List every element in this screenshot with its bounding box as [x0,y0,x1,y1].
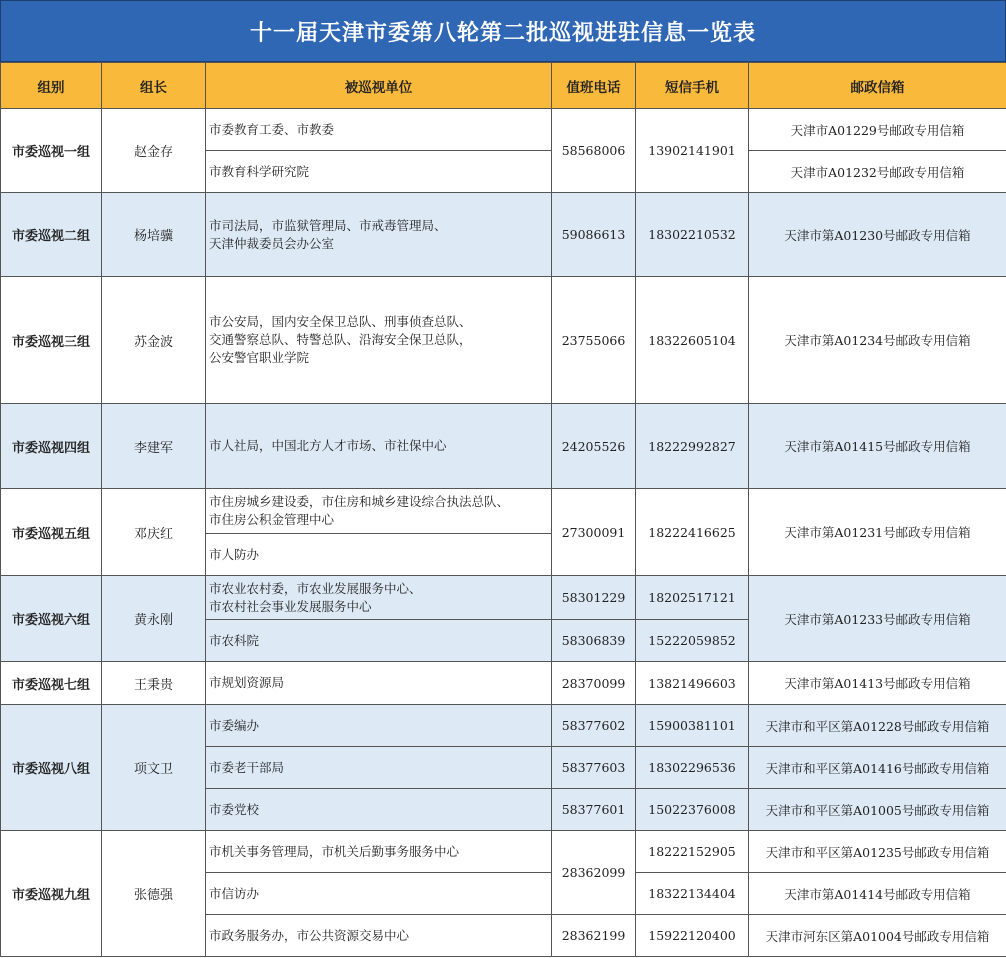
mailbox: 天津市和平区第A01235号邮政专用信箱 [749,831,1006,873]
unit-cell: 市人防办 [206,534,552,576]
group-leader: 杨培骥 [102,193,206,277]
inspection-table [0,62,1006,957]
unit-cell: 市政务服务办，市公共资源交易中心 [206,915,552,957]
group-leader: 邓庆红 [102,489,206,576]
mailbox: 天津市第A01230号邮政专用信箱 [749,193,1006,277]
header-sms-phone: 短信手机 [636,63,749,109]
sms-phone: 15900381101 [636,705,749,747]
sms-phone: 18222416625 [636,489,749,576]
mailbox: 天津市第A01415号邮政专用信箱 [749,404,1006,489]
unit-cell: 市公安局，国内安全保卫总队、刑事侦查总队、 交通警察总队、特警总队、沿海安全保卫总队， 公安警官职业学院 [206,277,552,404]
mailbox: 天津市和平区第A01228号邮政专用信箱 [749,705,1006,747]
table-row [1,109,1006,151]
mailbox: 天津市第A01231号邮政专用信箱 [749,489,1006,576]
group-leader: 王秉贵 [102,662,206,705]
table-row [1,193,1006,277]
group-leader: 黄永刚 [102,576,206,662]
sms-phone: 18302210532 [636,193,749,277]
header-row [1,63,1006,109]
duty-phone: 58377601 [552,789,636,831]
sms-phone: 18302296536 [636,747,749,789]
group-name: 市委巡视八组 [1,705,102,831]
table-row [1,277,1006,404]
mailbox: 天津市第A01234号邮政专用信箱 [749,277,1006,404]
sms-phone: 15222059852 [636,620,749,662]
duty-phone: 23755066 [552,277,636,404]
unit-cell: 市委老干部局 [206,747,552,789]
header-mailbox: 邮政信箱 [749,63,1006,109]
sms-phone: 13902141901 [636,109,749,193]
mailbox: 天津市和平区第A01416号邮政专用信箱 [749,747,1006,789]
duty-phone: 27300091 [552,489,636,576]
table-row [1,705,1006,747]
group-leader: 苏金波 [102,277,206,404]
sms-phone: 18322134404 [636,873,749,915]
sms-phone: 18222992827 [636,404,749,489]
unit-cell: 市委教育工委、市教委 [206,109,552,151]
group-name: 市委巡视二组 [1,193,102,277]
unit-cell: 市委党校 [206,789,552,831]
duty-phone: 58377603 [552,747,636,789]
unit-cell: 市委编办 [206,705,552,747]
unit-cell: 市机关事务管理局，市机关后勤事务服务中心 [206,831,552,873]
unit-cell: 市农业农村委，市农业发展服务中心、 市农村社会事业发展服务中心 [206,576,552,620]
group-name: 市委巡视三组 [1,277,102,404]
unit-cell: 市住房城乡建设委，市住房和城乡建设综合执法总队、 市住房公积金管理中心 [206,489,552,534]
unit-cell: 市司法局，市监狱管理局、市戒毒管理局、 天津仲裁委员会办公室 [206,193,552,277]
group-name: 市委巡视九组 [1,831,102,957]
mailbox: 天津市第A01413号邮政专用信箱 [749,662,1006,705]
sms-phone: 18222152905 [636,831,749,873]
header-group: 组别 [1,63,102,109]
table-row [1,576,1006,620]
unit-cell: 市教育科学研究院 [206,151,552,193]
header-duty-phone: 值班电话 [552,63,636,109]
duty-phone: 58377602 [552,705,636,747]
page-title: 十一届天津市委第八轮第二批巡视进驻信息一览表 [0,0,1006,62]
group-name: 市委巡视六组 [1,576,102,662]
duty-phone: 24205526 [552,404,636,489]
mailbox: 天津市A01229号邮政专用信箱 [749,109,1006,151]
duty-phone: 59086613 [552,193,636,277]
group-leader: 张德强 [102,831,206,957]
sms-phone: 15922120400 [636,915,749,957]
mailbox: 天津市和平区第A01005号邮政专用信箱 [749,789,1006,831]
group-leader: 李建军 [102,404,206,489]
group-name: 市委巡视一组 [1,109,102,193]
table-row [1,662,1006,705]
unit-cell: 市农科院 [206,620,552,662]
duty-phone: 58306839 [552,620,636,662]
sms-phone: 18322605104 [636,277,749,404]
table-row [1,831,1006,873]
unit-cell: 市人社局，中国北方人才市场、市社保中心 [206,404,552,489]
sms-phone: 13821496603 [636,662,749,705]
group-name: 市委巡视五组 [1,489,102,576]
duty-phone: 28362099 [552,831,636,915]
sms-phone: 15022376008 [636,789,749,831]
group-name: 市委巡视七组 [1,662,102,705]
unit-cell: 市规划资源局 [206,662,552,705]
sms-phone: 18202517121 [636,576,749,620]
group-name: 市委巡视四组 [1,404,102,489]
table-row [1,404,1006,489]
duty-phone: 28362199 [552,915,636,957]
mailbox: 天津市A01232号邮政专用信箱 [749,151,1006,193]
mailbox: 天津市第A01233号邮政专用信箱 [749,576,1006,662]
header-leader: 组长 [102,63,206,109]
duty-phone: 58301229 [552,576,636,620]
group-leader: 赵金存 [102,109,206,193]
duty-phone: 58568006 [552,109,636,193]
mailbox: 天津市第A01414号邮政专用信箱 [749,873,1006,915]
header-unit: 被巡视单位 [206,63,552,109]
group-leader: 项文卫 [102,705,206,831]
unit-cell: 市信访办 [206,873,552,915]
mailbox: 天津市河东区第A01004号邮政专用信箱 [749,915,1006,957]
duty-phone: 28370099 [552,662,636,705]
table-row [1,489,1006,534]
